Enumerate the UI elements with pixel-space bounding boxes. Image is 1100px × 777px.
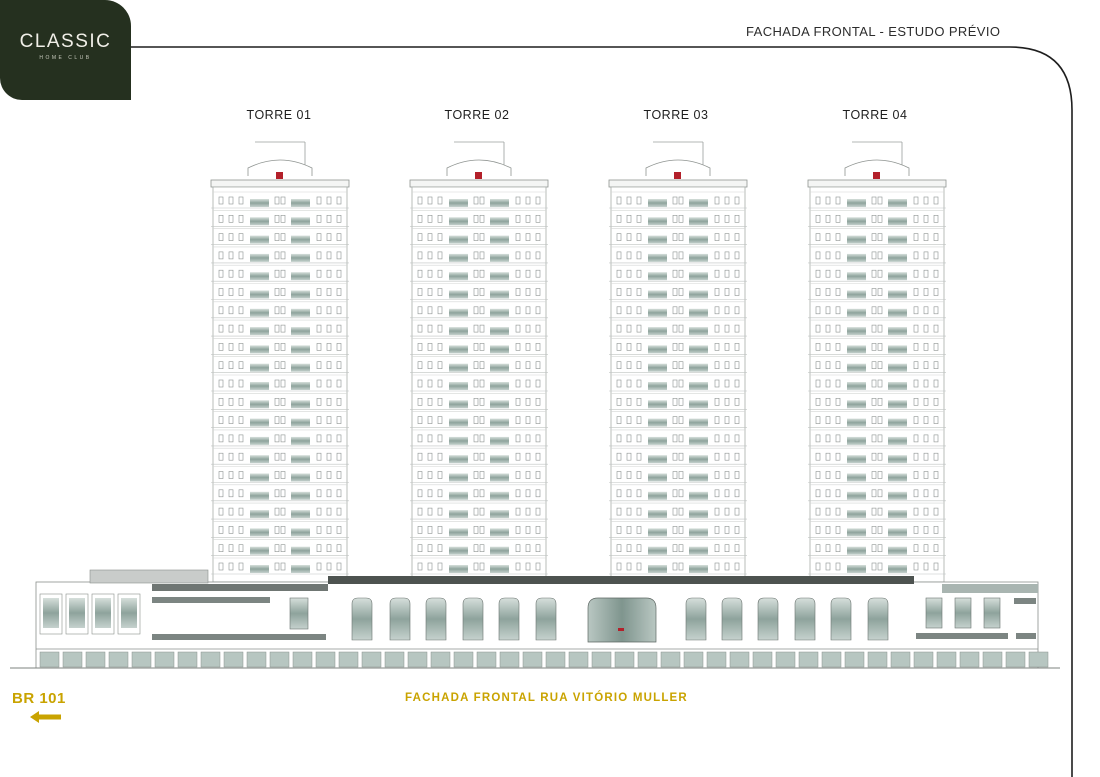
storefront-glass (408, 652, 427, 667)
storefront-glass (730, 652, 749, 667)
arched-window (499, 598, 519, 640)
tower-2 (410, 142, 548, 582)
podium (10, 570, 1060, 668)
storefront-glass (523, 652, 542, 667)
storefront-glass (63, 652, 82, 667)
elevation-caption: FACHADA FRONTAL RUA VITÓRIO MULLER (405, 692, 688, 704)
storefront-glass (661, 652, 680, 667)
tower-1 (211, 142, 349, 582)
arrow-left-icon (30, 710, 64, 724)
podium-window (926, 598, 942, 628)
tower-logo-mark (674, 172, 681, 179)
storefront-glass (247, 652, 266, 667)
arched-window (686, 598, 706, 640)
arched-window (795, 598, 815, 640)
storefront-glass (270, 652, 289, 667)
storefront-glass (546, 652, 565, 667)
storefront-glass (569, 652, 588, 667)
podium-window (95, 598, 111, 628)
podium-window (121, 598, 137, 628)
arched-window (390, 598, 410, 640)
arched-window (536, 598, 556, 640)
tower-logo-mark (475, 172, 482, 179)
storefront-glass (1029, 652, 1048, 667)
page-title: FACHADA FRONTAL - ESTUDO PRÉVIO (746, 24, 1001, 39)
tower-3 (609, 142, 747, 582)
storefront-glass (638, 652, 657, 667)
storefront-glass (385, 652, 404, 667)
storefront-glass (799, 652, 818, 667)
storefront-glass (753, 652, 772, 667)
brand-name: CLASSIC (19, 31, 112, 52)
road-label: BR 101 (12, 690, 66, 707)
storefront-glass (983, 652, 1002, 667)
storefront-glass (684, 652, 703, 667)
storefront-glass (178, 652, 197, 667)
storefront-glass (960, 652, 979, 667)
arched-window (463, 598, 483, 640)
tower-label-4: TORRE 04 (842, 108, 908, 122)
arched-window (722, 598, 742, 640)
storefront-glass (316, 652, 335, 667)
storefront-glass (776, 652, 795, 667)
storefront-glass (845, 652, 864, 667)
tower-label-2: TORRE 02 (444, 108, 510, 122)
storefront-glass (109, 652, 128, 667)
arched-window (831, 598, 851, 640)
storefront-glass (891, 652, 910, 667)
storefront-glass (822, 652, 841, 667)
storefront-glass (868, 652, 887, 667)
storefront-glass (477, 652, 496, 667)
storefront-glass (615, 652, 634, 667)
storefront-glass (500, 652, 519, 667)
podium-window (43, 598, 59, 628)
arched-window (426, 598, 446, 640)
storefront-glass (132, 652, 151, 667)
storefront-glass (40, 652, 59, 667)
storefront-glass (707, 652, 726, 667)
storefront-glass (937, 652, 956, 667)
storefront-glass (592, 652, 611, 667)
tower-label-1: TORRE 01 (246, 108, 312, 122)
storefront-glass (454, 652, 473, 667)
storefront-glass (431, 652, 450, 667)
storefront-glass (86, 652, 105, 667)
storefront-glass (914, 652, 933, 667)
storefront-glass (1006, 652, 1025, 667)
arched-window (758, 598, 778, 640)
brand-tagline: HOME CLUB (39, 55, 92, 61)
storefront-glass (339, 652, 358, 667)
podium-window (69, 598, 85, 628)
arched-window (352, 598, 372, 640)
tower-logo-mark (276, 172, 283, 179)
tower-logo-mark (873, 172, 880, 179)
storefront-glass (155, 652, 174, 667)
tower-label-3: TORRE 03 (643, 108, 709, 122)
podium-window (955, 598, 971, 628)
arched-window (868, 598, 888, 640)
storefront-glass (293, 652, 312, 667)
tower-4 (808, 142, 946, 582)
storefront-glass (201, 652, 220, 667)
podium-window (984, 598, 1000, 628)
storefront-glass (362, 652, 381, 667)
storefront-glass (224, 652, 243, 667)
